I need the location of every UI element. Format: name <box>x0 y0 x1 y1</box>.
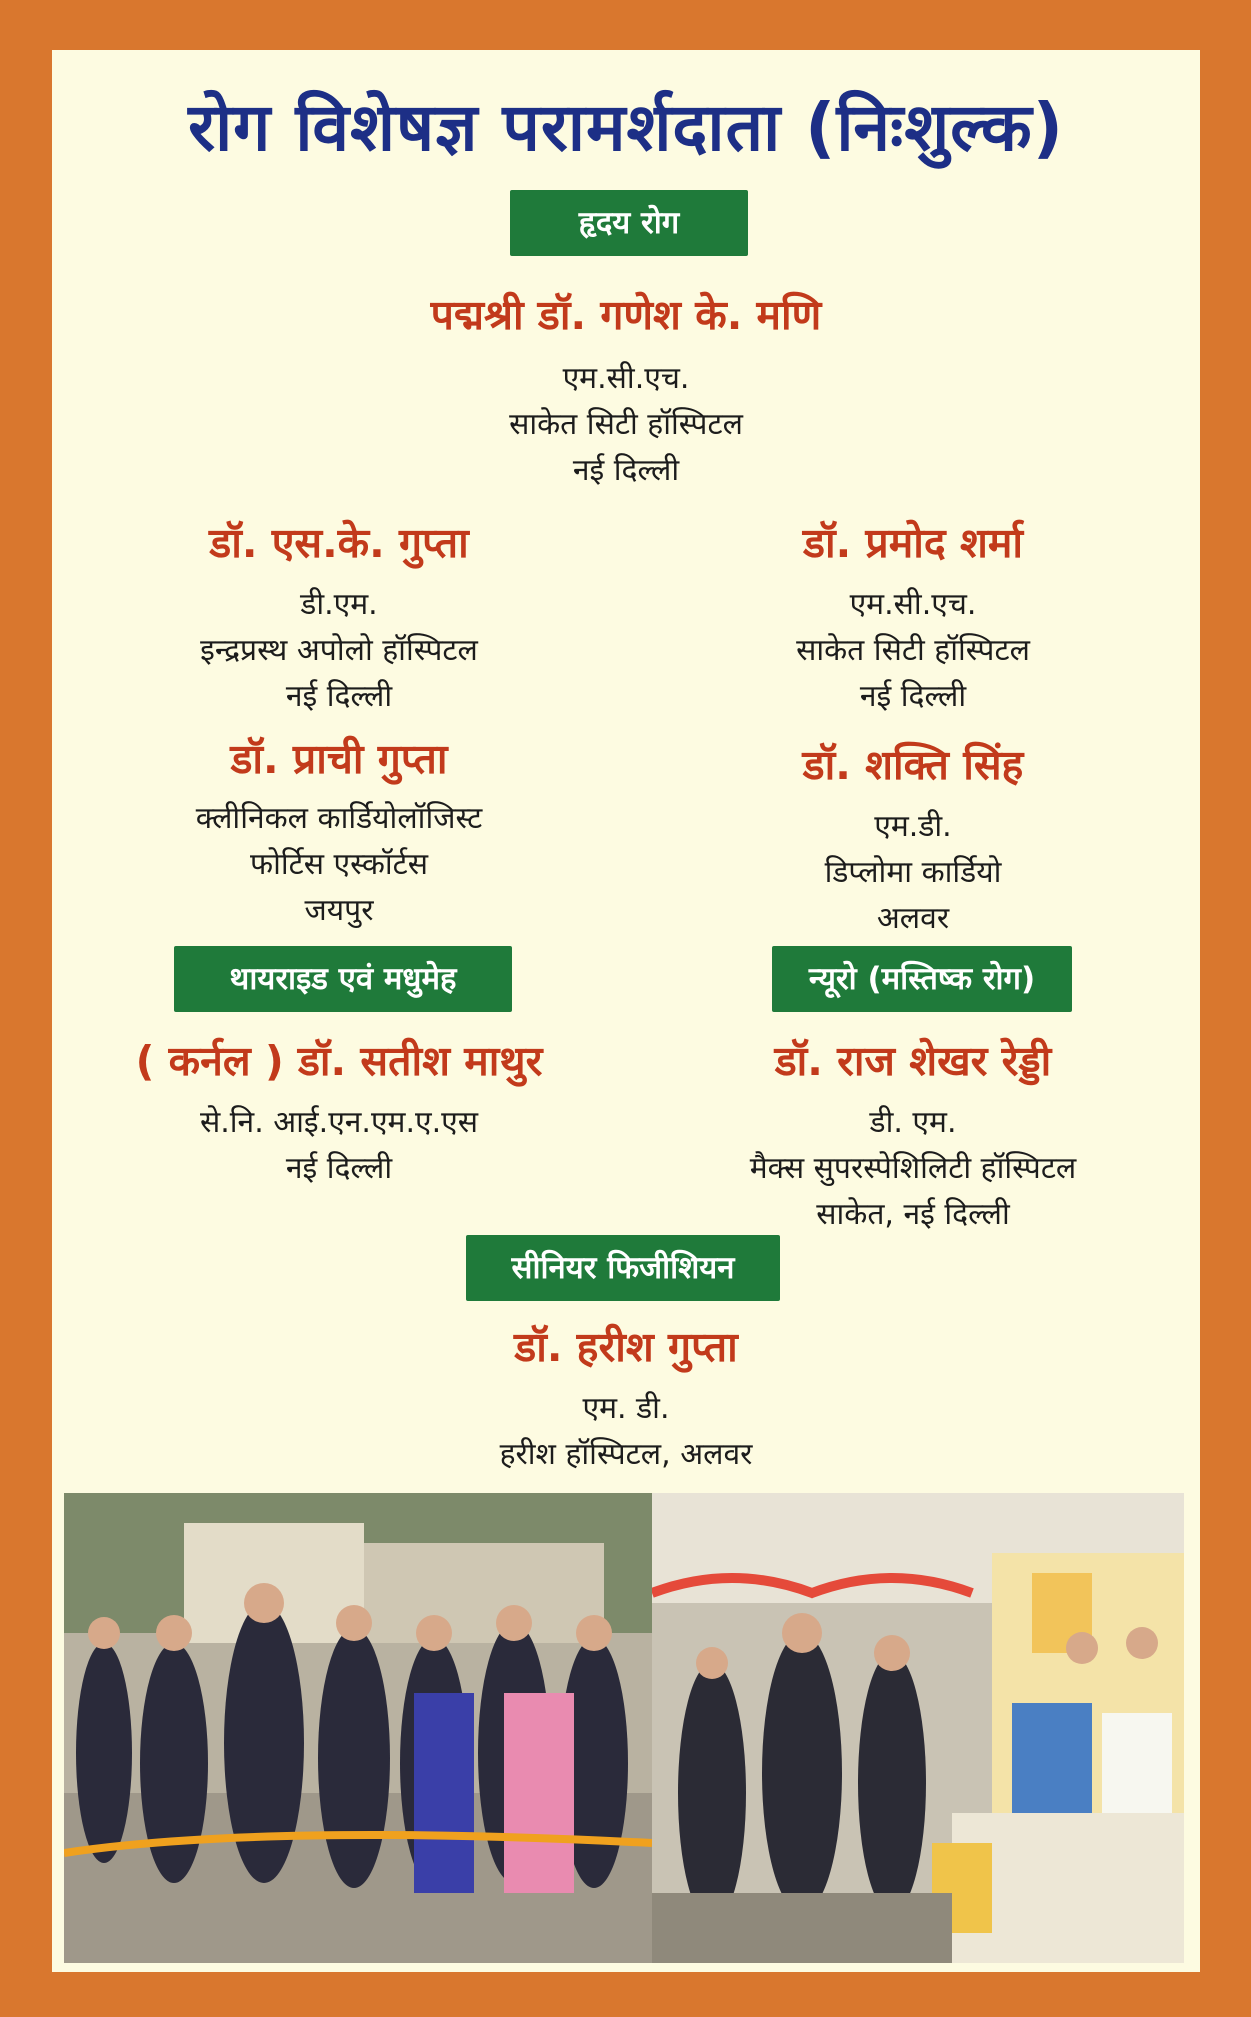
doctor-detail: अलवर <box>876 901 950 936</box>
page-title: रोग विशेषज्ञ परामर्शदाता (निःशुल्क) <box>188 89 1064 166</box>
doctor-detail: एम.सी.एच. <box>849 587 977 622</box>
doctor-detail: नई दिल्ली <box>572 453 680 488</box>
doctor-name: डॉ. शक्ति सिंह <box>802 741 1024 789</box>
doctor-detail: नई दिल्ली <box>859 679 967 714</box>
doctor-detail: साकेत सिटी हॉस्पिटल <box>509 407 743 442</box>
doctor-detail: मैक्स सुपरस्पेशिलिटी हॉस्पिटल <box>749 1151 1077 1186</box>
info-panel <box>52 50 1200 1972</box>
section-badge-cardiology: हृदय रोग <box>510 190 748 256</box>
doctor-detail: जयपुर <box>304 893 374 928</box>
doctor-detail: से.नि. आई.एन.एम.ए.एस <box>199 1105 479 1140</box>
doctor-name: डॉ. प्राची गुप्ता <box>230 735 448 783</box>
doctor-detail: नई दिल्ली <box>285 1151 393 1186</box>
section-badge-physician: सीनियर फिजीशियन <box>466 1235 780 1301</box>
exhibition-photo <box>652 1493 1184 1963</box>
doctor-name: डॉ. हरीश गुप्ता <box>514 1323 738 1371</box>
ribbon-cutting-photo <box>64 1493 652 1963</box>
doctor-detail: साकेत सिटी हॉस्पिटल <box>796 633 1030 668</box>
doctor-name: ( कर्नल ) डॉ. सतीश माथुर <box>135 1037 543 1085</box>
doctor-detail: डिप्लोमा कार्डियो <box>824 855 1002 890</box>
doctor-detail: डी.एम. <box>300 587 378 622</box>
section-badge-neuro: न्यूरो (मस्तिष्क रोग) <box>772 946 1072 1012</box>
doctor-detail: एम.सी.एच. <box>562 361 690 396</box>
doctor-name-lead: पद्मश्री डॉ. गणेश के. मणि <box>430 291 822 339</box>
doctor-detail: नई दिल्ली <box>285 679 393 714</box>
doctor-detail: हरीश हॉस्पिटल, अलवर <box>499 1437 753 1472</box>
doctor-detail: इन्द्रप्रस्थ अपोलो हॉस्पिटल <box>200 633 478 668</box>
doctor-detail: एम. डी. <box>582 1391 670 1426</box>
doctor-name: डॉ. एस.के. गुप्ता <box>209 519 469 567</box>
doctor-detail: क्लीनिकल कार्डियोलॉजिस्ट <box>195 801 483 836</box>
section-badge-thyroid: थायराइड एवं मधुमेह <box>174 946 512 1012</box>
doctor-name: डॉ. प्रमोद शर्मा <box>803 519 1023 567</box>
doctor-detail: साकेत, नई दिल्ली <box>816 1197 1010 1232</box>
doctor-detail: फोर्टिस एस्कॉर्टस <box>249 847 429 882</box>
doctor-detail: एम.डी. <box>874 809 952 844</box>
photo-strip <box>64 1493 1184 1963</box>
doctor-detail: डी. एम. <box>869 1105 957 1140</box>
doctor-name: डॉ. राज शेखर रेड्डी <box>774 1037 1052 1085</box>
